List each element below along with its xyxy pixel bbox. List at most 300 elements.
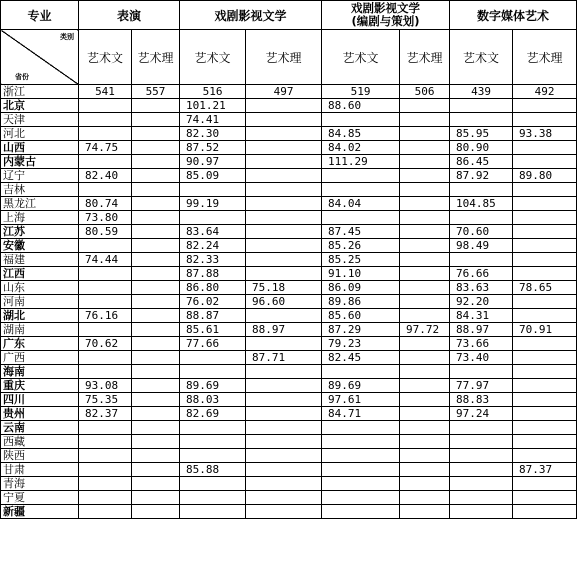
province-cell: 吉林 (1, 183, 79, 197)
score-cell (400, 267, 450, 281)
score-cell (79, 449, 132, 463)
score-cell: 70.91 (513, 323, 577, 337)
score-cell (400, 505, 450, 519)
score-cell (79, 323, 132, 337)
score-cell: 87.37 (513, 463, 577, 477)
group-header-performance: 表演 (79, 1, 180, 30)
score-cell (132, 379, 180, 393)
table-row (1, 491, 577, 505)
score-cell (79, 99, 132, 113)
score-cell (79, 239, 132, 253)
province-cell: 湖北 (1, 309, 79, 323)
score-cell: 78.65 (513, 281, 577, 295)
province-cell: 陕西 (1, 449, 79, 463)
score-cell (400, 113, 450, 127)
score-cell (132, 421, 180, 435)
score-cell (450, 449, 513, 463)
score-cell: 87.92 (450, 169, 513, 183)
header-row-groups (1, 1, 577, 30)
score-cell: 101.21 (180, 99, 246, 113)
score-cell (132, 337, 180, 351)
province-cell: 重庆 (1, 379, 79, 393)
score-cell (513, 491, 577, 505)
score-cell: 492 (513, 85, 577, 99)
province-cell: 青海 (1, 477, 79, 491)
score-cell (322, 463, 400, 477)
score-cell (132, 463, 180, 477)
score-cell: 77.66 (180, 337, 246, 351)
table-row (1, 99, 577, 113)
score-cell (246, 505, 322, 519)
sub-header: 艺术理 (132, 30, 180, 85)
score-cell (246, 183, 322, 197)
province-cell: 甘肃 (1, 463, 79, 477)
score-cell (79, 155, 132, 169)
score-cell (513, 183, 577, 197)
score-cell (513, 477, 577, 491)
province-cell: 北京 (1, 99, 79, 113)
score-cell (246, 421, 322, 435)
score-cell (79, 435, 132, 449)
score-cell (246, 435, 322, 449)
score-cell: 82.30 (180, 127, 246, 141)
score-cell (246, 99, 322, 113)
score-cell (79, 351, 132, 365)
score-cell: 99.19 (180, 197, 246, 211)
table-row (1, 463, 577, 477)
sub-header: 艺术理 (400, 30, 450, 85)
score-cell (400, 449, 450, 463)
score-cell (246, 211, 322, 225)
score-cell (132, 169, 180, 183)
score-cell (180, 365, 246, 379)
table-body (1, 85, 577, 519)
province-cell: 黑龙江 (1, 197, 79, 211)
score-cell (513, 421, 577, 435)
score-cell (513, 141, 577, 155)
score-cell: 80.74 (79, 197, 132, 211)
score-cell: 88.83 (450, 393, 513, 407)
score-cell (322, 449, 400, 463)
province-cell: 江西 (1, 267, 79, 281)
score-cell (79, 113, 132, 127)
score-cell (450, 113, 513, 127)
score-cell (322, 113, 400, 127)
score-cell (513, 155, 577, 169)
province-cell: 河南 (1, 295, 79, 309)
group-header-digital-media: 数字媒体艺术 (450, 1, 577, 30)
score-cell: 97.61 (322, 393, 400, 407)
score-cell (400, 169, 450, 183)
score-cell (132, 449, 180, 463)
score-cell: 111.29 (322, 155, 400, 169)
corner-province-label: 省份 (15, 73, 29, 81)
province-cell: 广东 (1, 337, 79, 351)
score-cell (322, 435, 400, 449)
score-cell (79, 267, 132, 281)
score-cell (79, 477, 132, 491)
score-cell (246, 393, 322, 407)
sub-header: 艺术文 (79, 30, 132, 85)
score-cell: 88.97 (246, 323, 322, 337)
score-cell (246, 309, 322, 323)
table-row (1, 337, 577, 351)
score-cell (132, 505, 180, 519)
province-cell: 广西 (1, 351, 79, 365)
score-cell (322, 477, 400, 491)
score-cell (322, 421, 400, 435)
score-cell (132, 295, 180, 309)
score-cell (246, 365, 322, 379)
score-cell: 85.25 (322, 253, 400, 267)
table-row (1, 239, 577, 253)
score-cell (132, 225, 180, 239)
corner-category-label: 类别 (60, 33, 74, 41)
score-cell (322, 365, 400, 379)
score-cell: 89.86 (322, 295, 400, 309)
score-cell: 85.61 (180, 323, 246, 337)
table-row (1, 113, 577, 127)
score-cell (400, 365, 450, 379)
score-cell: 77.97 (450, 379, 513, 393)
province-cell: 辽宁 (1, 169, 79, 183)
score-cell (132, 309, 180, 323)
score-cell (513, 379, 577, 393)
score-cell (246, 239, 322, 253)
province-cell: 云南 (1, 421, 79, 435)
score-cell: 557 (132, 85, 180, 99)
score-cell: 506 (400, 85, 450, 99)
province-cell: 内蒙古 (1, 155, 79, 169)
table-row (1, 323, 577, 337)
score-cell (450, 477, 513, 491)
score-cell (400, 477, 450, 491)
score-cell: 84.31 (450, 309, 513, 323)
score-cell: 84.04 (322, 197, 400, 211)
table-row (1, 435, 577, 449)
table-row (1, 267, 577, 281)
score-cell: 85.26 (322, 239, 400, 253)
score-cell: 90.97 (180, 155, 246, 169)
table-row (1, 85, 577, 99)
score-cell (246, 337, 322, 351)
score-cell: 85.60 (322, 309, 400, 323)
table-row (1, 379, 577, 393)
table-row (1, 351, 577, 365)
table-row (1, 169, 577, 183)
score-cell (246, 449, 322, 463)
table-row (1, 141, 577, 155)
score-cell (513, 337, 577, 351)
sub-header: 艺术文 (322, 30, 400, 85)
score-cell: 75.35 (79, 393, 132, 407)
score-cell (513, 267, 577, 281)
score-cell (180, 211, 246, 225)
province-cell: 天津 (1, 113, 79, 127)
score-cell: 87.88 (180, 267, 246, 281)
score-cell (400, 183, 450, 197)
score-cell (400, 281, 450, 295)
score-cell (400, 253, 450, 267)
score-cell: 87.52 (180, 141, 246, 155)
score-cell (322, 169, 400, 183)
score-cell (513, 449, 577, 463)
table-row (1, 477, 577, 491)
score-cell (400, 99, 450, 113)
score-cell (322, 491, 400, 505)
score-cell (246, 225, 322, 239)
score-cell: 83.63 (450, 281, 513, 295)
score-cell (450, 491, 513, 505)
score-cell: 82.37 (79, 407, 132, 421)
table-row (1, 225, 577, 239)
score-cell: 82.33 (180, 253, 246, 267)
score-cell (513, 197, 577, 211)
score-cell: 89.80 (513, 169, 577, 183)
score-cell (450, 183, 513, 197)
score-cell (513, 351, 577, 365)
score-cell (132, 351, 180, 365)
score-cell (400, 155, 450, 169)
score-cell (132, 253, 180, 267)
score-cell: 80.59 (79, 225, 132, 239)
score-cell (79, 183, 132, 197)
score-cell: 97.24 (450, 407, 513, 421)
score-cell (180, 477, 246, 491)
score-cell: 85.95 (450, 127, 513, 141)
sub-header: 艺术理 (513, 30, 577, 85)
score-cell: 88.03 (180, 393, 246, 407)
score-cell (132, 393, 180, 407)
score-cell (180, 183, 246, 197)
province-cell: 宁夏 (1, 491, 79, 505)
score-cell (400, 197, 450, 211)
score-cell (132, 267, 180, 281)
table-row (1, 127, 577, 141)
score-cell: 87.29 (322, 323, 400, 337)
score-cell: 82.45 (322, 351, 400, 365)
score-cell (400, 463, 450, 477)
score-cell (132, 99, 180, 113)
score-cell (79, 281, 132, 295)
score-cell (132, 113, 180, 127)
score-cell (400, 379, 450, 393)
score-cell: 74.75 (79, 141, 132, 155)
score-cell: 75.18 (246, 281, 322, 295)
score-cell (132, 155, 180, 169)
score-cell (246, 113, 322, 127)
score-cell: 516 (180, 85, 246, 99)
table-row (1, 505, 577, 519)
province-cell: 贵州 (1, 407, 79, 421)
score-cell: 86.09 (322, 281, 400, 295)
score-cell (450, 211, 513, 225)
score-cell (132, 365, 180, 379)
major-header: 专业 (1, 1, 79, 30)
province-cell: 新疆 (1, 505, 79, 519)
score-cell: 79.23 (322, 337, 400, 351)
table-row (1, 211, 577, 225)
score-cell: 89.69 (180, 379, 246, 393)
corner-diagonal-cell (1, 30, 79, 85)
score-cell (513, 99, 577, 113)
score-cell: 80.90 (450, 141, 513, 155)
score-cell (79, 421, 132, 435)
score-cell: 93.08 (79, 379, 132, 393)
table-row (1, 197, 577, 211)
score-cell (180, 505, 246, 519)
score-cell (513, 225, 577, 239)
score-cell (246, 267, 322, 281)
score-cell (246, 491, 322, 505)
score-cell (246, 477, 322, 491)
score-cell: 519 (322, 85, 400, 99)
score-cell: 74.41 (180, 113, 246, 127)
table-row (1, 365, 577, 379)
table-row (1, 155, 577, 169)
score-cell (132, 183, 180, 197)
score-cell (132, 239, 180, 253)
score-cell: 497 (246, 85, 322, 99)
score-cell (513, 239, 577, 253)
score-cell (322, 183, 400, 197)
table-row (1, 407, 577, 421)
score-cell: 85.88 (180, 463, 246, 477)
score-cell (513, 211, 577, 225)
score-cell: 76.16 (79, 309, 132, 323)
score-cell (400, 407, 450, 421)
score-cell: 73.40 (450, 351, 513, 365)
score-cell (400, 337, 450, 351)
score-cell (513, 505, 577, 519)
score-cell: 73.66 (450, 337, 513, 351)
province-cell: 四川 (1, 393, 79, 407)
sub-header: 艺术文 (180, 30, 246, 85)
score-cell: 87.45 (322, 225, 400, 239)
score-cell (132, 491, 180, 505)
score-cell (79, 295, 132, 309)
score-cell (450, 253, 513, 267)
table-row (1, 309, 577, 323)
score-cell (513, 435, 577, 449)
score-cell: 88.60 (322, 99, 400, 113)
score-cell (246, 141, 322, 155)
province-cell: 河北 (1, 127, 79, 141)
table-row (1, 393, 577, 407)
score-cell (400, 295, 450, 309)
score-cell (246, 407, 322, 421)
province-cell: 山西 (1, 141, 79, 155)
province-cell: 海南 (1, 365, 79, 379)
score-cell: 541 (79, 85, 132, 99)
score-cell (246, 127, 322, 141)
score-cell (322, 505, 400, 519)
score-cell: 82.69 (180, 407, 246, 421)
sub-header: 艺术理 (246, 30, 322, 85)
score-cell (79, 127, 132, 141)
score-cell: 76.66 (450, 267, 513, 281)
score-cell (513, 407, 577, 421)
score-cell: 104.85 (450, 197, 513, 211)
score-cell (132, 477, 180, 491)
score-cell: 82.24 (180, 239, 246, 253)
score-cell (246, 155, 322, 169)
province-cell: 湖南 (1, 323, 79, 337)
score-cell (400, 435, 450, 449)
header-row-subcategories (1, 30, 577, 85)
score-cell (322, 211, 400, 225)
score-cell: 88.97 (450, 323, 513, 337)
score-cell (450, 463, 513, 477)
score-cell (400, 309, 450, 323)
score-cell (450, 505, 513, 519)
score-cell (246, 463, 322, 477)
province-cell: 上海 (1, 211, 79, 225)
score-cell: 98.49 (450, 239, 513, 253)
score-cell (132, 141, 180, 155)
score-cell: 88.87 (180, 309, 246, 323)
score-cell (132, 323, 180, 337)
score-cell (400, 211, 450, 225)
score-cell (79, 365, 132, 379)
province-cell: 福建 (1, 253, 79, 267)
table-row (1, 449, 577, 463)
score-cell (180, 491, 246, 505)
group-header-drama-literature: 戏剧影视文学 (180, 1, 322, 30)
sub-header: 艺术文 (450, 30, 513, 85)
province-cell: 江苏 (1, 225, 79, 239)
score-cell (132, 127, 180, 141)
score-cell: 84.02 (322, 141, 400, 155)
score-cell (400, 239, 450, 253)
score-cell (513, 309, 577, 323)
score-cell (450, 435, 513, 449)
score-cell (180, 435, 246, 449)
score-cell (400, 421, 450, 435)
score-cell (513, 253, 577, 267)
table-row (1, 253, 577, 267)
score-cell: 74.44 (79, 253, 132, 267)
score-cell (400, 393, 450, 407)
group-header-screenwriting: 戏剧影视文学 (编剧与策划) (322, 1, 450, 30)
score-cell (450, 421, 513, 435)
score-cell (132, 407, 180, 421)
score-cell (180, 421, 246, 435)
score-cell (132, 435, 180, 449)
score-cell (132, 197, 180, 211)
score-cell: 84.85 (322, 127, 400, 141)
score-cell (79, 505, 132, 519)
score-cell (246, 379, 322, 393)
table-row (1, 421, 577, 435)
score-cell (79, 463, 132, 477)
score-cell (450, 99, 513, 113)
province-cell: 西藏 (1, 435, 79, 449)
score-cell: 86.80 (180, 281, 246, 295)
score-cell (513, 113, 577, 127)
score-cell (400, 225, 450, 239)
score-cell: 70.60 (450, 225, 513, 239)
table-row (1, 281, 577, 295)
score-cell: 91.10 (322, 267, 400, 281)
score-cell: 83.64 (180, 225, 246, 239)
score-cell (246, 253, 322, 267)
score-cell (79, 491, 132, 505)
score-cell (513, 365, 577, 379)
table-row (1, 295, 577, 309)
score-cell: 89.69 (322, 379, 400, 393)
score-cell: 84.71 (322, 407, 400, 421)
